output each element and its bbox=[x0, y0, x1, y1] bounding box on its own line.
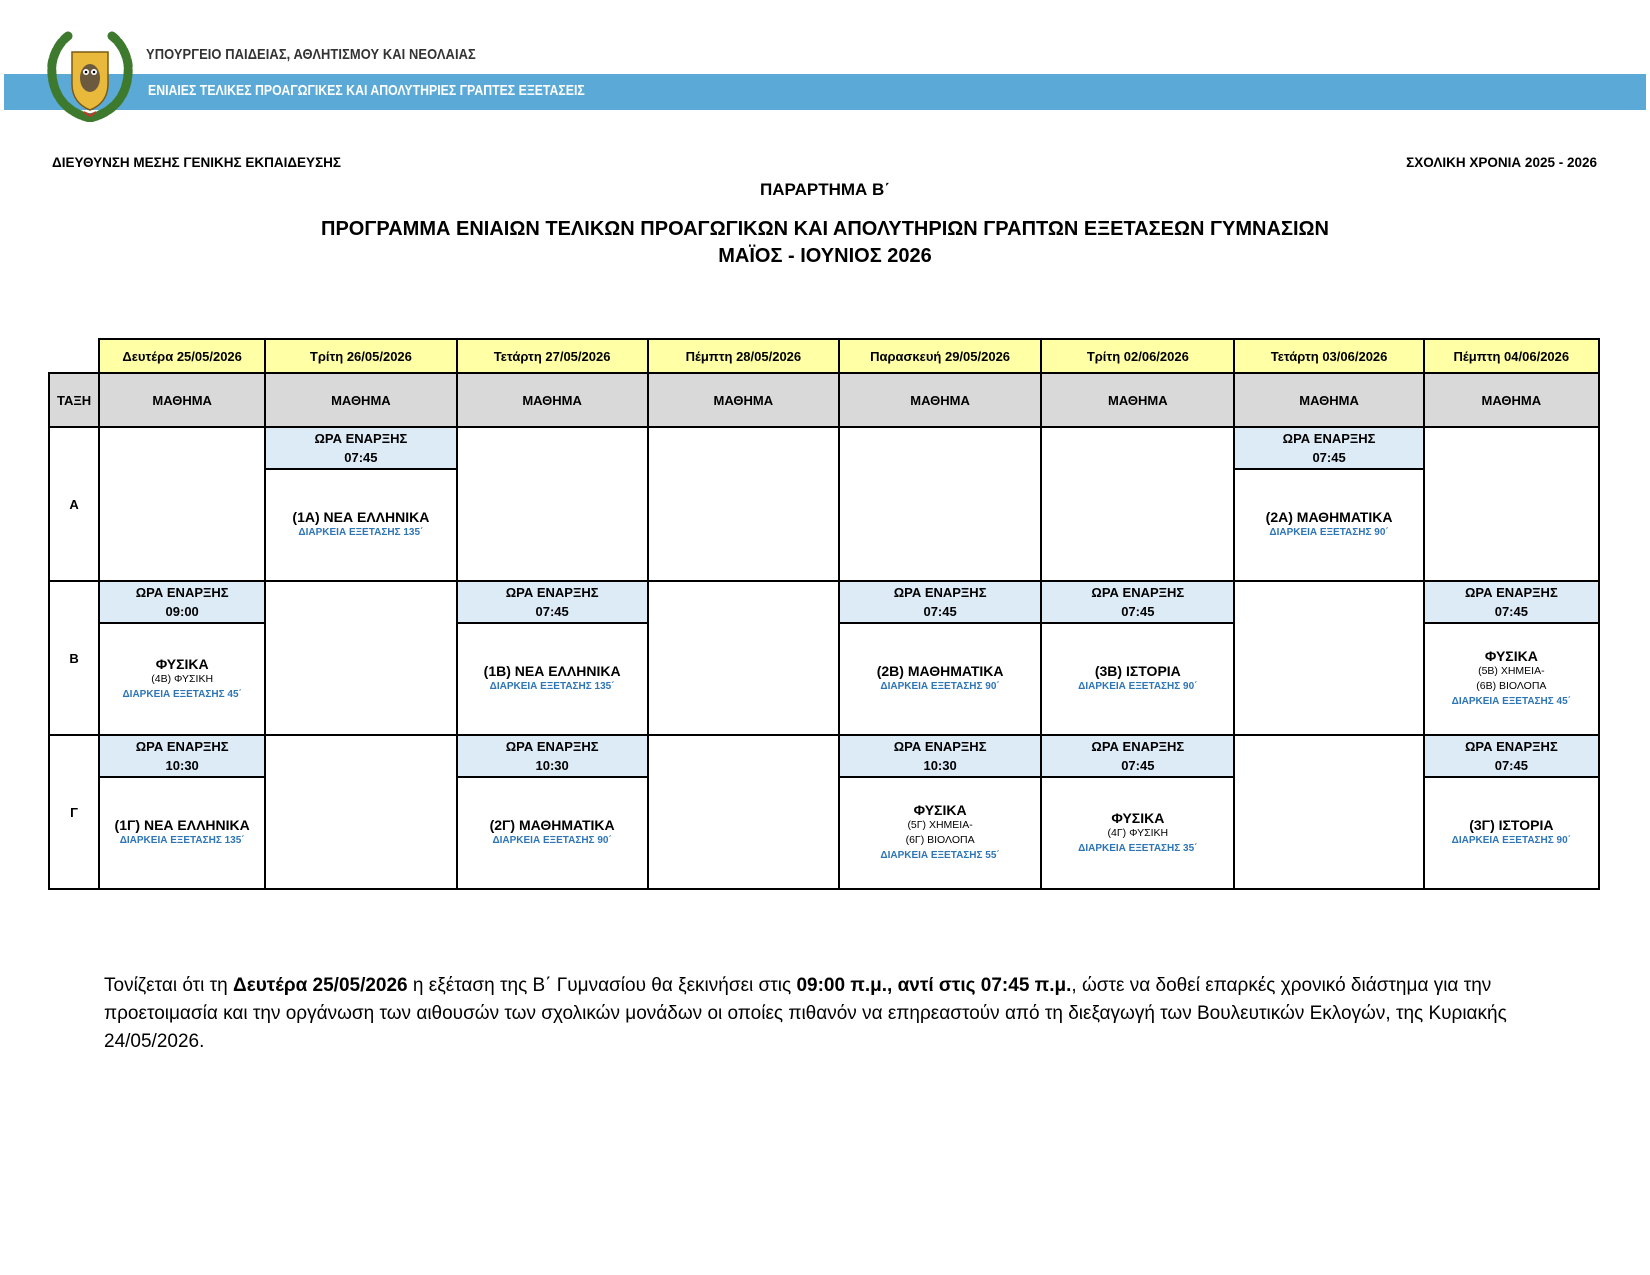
note-bold-time: 09:00 π.μ., αντί στις 07:45 π.μ. bbox=[796, 975, 1072, 996]
exam-subsubject: (6Β) ΒΙΟΛΟΠΑ bbox=[1476, 680, 1547, 692]
start-time-label: ΩΡΑ ΕΝΑΡΞΗΣ bbox=[1464, 739, 1558, 754]
exam-subject: (1Γ) ΝΕΑ ΕΛΛΗΝΙΚΑ bbox=[114, 817, 250, 833]
start-time-cell bbox=[99, 735, 265, 777]
exam-subject: (1Β) ΝΕΑ ΕΛΛΗΝΙΚΑ bbox=[483, 663, 621, 679]
exam-duration: ΔΙΑΡΚΕΙΑ ΕΞΕΤΑΣΗΣ 45΄ bbox=[1451, 696, 1572, 707]
exam-cell bbox=[1234, 469, 1423, 581]
exam-cell bbox=[265, 469, 456, 581]
subject-header: ΜΑΘΗΜΑ bbox=[1234, 373, 1423, 427]
exam-subject: (3Γ) ΙΣΤΟΡΙΑ bbox=[1469, 817, 1554, 833]
start-time-value: 07:45 bbox=[1494, 604, 1528, 619]
empty-cell bbox=[648, 427, 839, 581]
start-time-label: ΩΡΑ ΕΝΑΡΞΗΣ bbox=[893, 739, 987, 754]
exam-duration: ΔΙΑΡΚΕΙΑ ΕΞΕΤΑΣΗΣ 35΄ bbox=[1078, 842, 1198, 854]
exam-subsubject: (4Γ) ΦΥΣΙΚΗ bbox=[1107, 826, 1169, 839]
day-header: Τετάρτη 03/06/2026 bbox=[1234, 339, 1423, 373]
exam-duration: ΔΙΑΡΚΕΙΑ ΕΞΕΤΑΣΗΣ 135΄ bbox=[489, 681, 615, 692]
exam-subject: (2Α) ΜΑΘΗΜΑΤΙΚΑ bbox=[1265, 509, 1393, 525]
note-text: η εξέταση της Β΄ Γυμνασίου θα ξεκινήσει στις bbox=[407, 975, 797, 996]
exam-subject: (1Α) ΝΕΑ ΕΛΛΗΝΙΚΑ bbox=[292, 509, 430, 525]
exam-duration: ΔΙΑΡΚΕΙΑ ΕΞΕΤΑΣΗΣ 90΄ bbox=[1269, 527, 1389, 538]
exam-subject: ΦΥΣΙΚΑ bbox=[155, 655, 209, 672]
day-header: Τρίτη 26/05/2026 bbox=[265, 339, 456, 373]
department-name: ΔΙΕΥΘΥΝΣΗ ΜΕΣΗΣ ΓΕΝΙΚΗΣ ΕΚΠΑΙΔΕΥΣΗΣ bbox=[52, 155, 342, 170]
exam-cell bbox=[1041, 623, 1234, 735]
class-c-time-row bbox=[49, 735, 1599, 777]
exam-cell bbox=[1041, 777, 1234, 889]
start-time-value: 07:45 bbox=[535, 604, 569, 619]
exam-subject: ΦΥΣΙΚΑ bbox=[1111, 809, 1165, 826]
banner-title: ΕΝΙΑΙΕΣ ΤΕΛΙΚΕΣ ΠΡΟΑΓΩΓΙΚΕΣ ΚΑΙ ΑΠΟΛΥΤΗΡΙΕΣ ΓΡΑΠΤΕΣ ΕΞΕΤΑΣΕΙΣ bbox=[148, 82, 585, 99]
empty-cell bbox=[839, 427, 1041, 581]
exam-subject: ΦΥΣΙΚΑ bbox=[1484, 648, 1538, 664]
start-time-value: 07:45 bbox=[923, 604, 957, 619]
start-time-value: 07:45 bbox=[1312, 450, 1346, 465]
start-time-cell bbox=[1234, 427, 1423, 469]
exam-duration: ΔΙΑΡΚΕΙΑ ΕΞΕΤΑΣΗΣ 90΄ bbox=[1078, 681, 1198, 692]
schedule-note bbox=[104, 972, 1584, 1056]
start-time-cell bbox=[1424, 735, 1599, 777]
exam-duration: ΔΙΑΡΚΕΙΑ ΕΞΕΤΑΣΗΣ 135΄ bbox=[298, 527, 424, 538]
exam-subsubject: (4Β) ΦΥΣΙΚΗ bbox=[151, 672, 214, 685]
class-label: Γ bbox=[49, 735, 99, 889]
subject-header: ΜΑΘΗΜΑ bbox=[1424, 373, 1599, 427]
start-time-value: 07:45 bbox=[1121, 758, 1155, 773]
empty-cell bbox=[648, 581, 839, 735]
class-a-time-row bbox=[49, 427, 1599, 469]
start-time-cell bbox=[457, 581, 648, 623]
day-header: Τρίτη 02/06/2026 bbox=[1041, 339, 1234, 373]
class-b-time-row bbox=[49, 581, 1599, 623]
coat-of-arms-icon bbox=[44, 30, 136, 122]
exam-subject: ΦΥΣΙΚΑ bbox=[913, 802, 967, 818]
exam-duration: ΔΙΑΡΚΕΙΑ ΕΞΕΤΑΣΗΣ 135΄ bbox=[119, 835, 245, 846]
start-time-label: ΩΡΑ ΕΝΑΡΞΗΣ bbox=[1464, 585, 1558, 600]
exam-subsubject: (5Γ) ΧΗΜΕΙΑ- bbox=[907, 819, 973, 831]
subject-header: ΜΑΘΗΜΑ bbox=[265, 373, 456, 427]
empty-cell bbox=[648, 735, 839, 889]
annex-label: ΠΑΡΑΡΤΗΜΑ Β΄ bbox=[759, 180, 890, 199]
subject-header: ΜΑΘΗΜΑ bbox=[457, 373, 648, 427]
start-time-label: ΩΡΑ ΕΝΑΡΞΗΣ bbox=[135, 739, 229, 754]
empty-cell bbox=[457, 427, 648, 581]
start-time-value: 07:45 bbox=[1121, 604, 1155, 619]
empty-cell bbox=[1234, 581, 1423, 735]
start-time-label: ΩΡΑ ΕΝΑΡΞΗΣ bbox=[1091, 585, 1185, 600]
exam-duration: ΔΙΑΡΚΕΙΑ ΕΞΕΤΑΣΗΣ 90΄ bbox=[880, 681, 1000, 692]
day-header: Πέμπτη 04/06/2026 bbox=[1424, 339, 1599, 373]
empty-cell bbox=[1424, 427, 1599, 581]
start-time-label: ΩΡΑ ΕΝΑΡΞΗΣ bbox=[135, 585, 229, 600]
note-bold-date: Δευτέρα 25/05/2026 bbox=[233, 975, 408, 996]
exam-cell bbox=[99, 623, 265, 735]
start-time-cell bbox=[1424, 581, 1599, 623]
exam-duration: ΔΙΑΡΚΕΙΑ ΕΞΕΤΑΣΗΣ 90΄ bbox=[1451, 835, 1572, 846]
note-text: Τονίζεται ότι τη bbox=[104, 975, 234, 996]
start-time-cell bbox=[1041, 581, 1234, 623]
day-header: Πέμπτη 28/05/2026 bbox=[648, 339, 839, 373]
start-time-value: 10:30 bbox=[923, 758, 957, 773]
page-title: ΠΡΟΓΡΑΜΜΑ ΕΝΙΑΙΩΝ ΤΕΛΙΚΩΝ ΠΡΟΑΓΩΓΙΚΩΝ ΚΑΙ ΑΠΟΛΥΤΗΡΙΩΝ ΓΡΑΠΤΩΝ ΕΞΕΤΑΣΕΩΝ ΓΥΜΝΑΣΙΩΝ bbox=[321, 218, 1329, 240]
start-time-label: ΩΡΑ ΕΝΑΡΞΗΣ bbox=[1282, 431, 1376, 446]
subject-header: ΜΑΘΗΜΑ bbox=[1041, 373, 1234, 427]
class-header: ΤΑΞΗ bbox=[49, 373, 99, 427]
start-time-cell bbox=[457, 735, 648, 777]
start-time-value: 10:30 bbox=[535, 758, 569, 773]
exam-cell bbox=[99, 777, 265, 889]
exam-duration: ΔΙΑΡΚΕΙΑ ΕΞΕΤΑΣΗΣ 45΄ bbox=[122, 688, 242, 700]
exam-cell bbox=[457, 623, 648, 735]
empty-cell bbox=[1234, 735, 1423, 889]
exam-cell bbox=[1424, 777, 1599, 889]
note-text: , ώστε να δοθεί επαρκές χρονικό διάστημα για την προετοιμασία και την οργάνωση των αιθουσών των σχολικών μονάδων οι οποίες πιθανόν να επηρεαστούν από τη διεξαγωγή των Βουλευτικών Εκλογών, της Κυριακής 24/05/2026. bbox=[104, 975, 1507, 1052]
start-time-label: ΩΡΑ ΕΝΑΡΞΗΣ bbox=[893, 585, 987, 600]
exam-duration: ΔΙΑΡΚΕΙΑ ΕΞΕΤΑΣΗΣ 55΄ bbox=[880, 850, 1000, 861]
start-time-value: 07:45 bbox=[1494, 758, 1528, 773]
day-header-row bbox=[49, 339, 1599, 373]
empty-cell bbox=[265, 581, 456, 735]
empty-cell bbox=[1041, 427, 1234, 581]
school-year: ΣΧΟΛΙΚΗ ΧΡΟΝΙΑ 2025 - 2026 bbox=[1406, 155, 1597, 170]
exam-schedule-table bbox=[48, 338, 1600, 890]
exam-cell bbox=[839, 623, 1041, 735]
subject-header: ΜΑΘΗΜΑ bbox=[99, 373, 265, 427]
empty-cell bbox=[265, 735, 456, 889]
subject-header: ΜΑΘΗΜΑ bbox=[648, 373, 839, 427]
exam-cell bbox=[1424, 623, 1599, 735]
day-header: Τετάρτη 27/05/2026 bbox=[457, 339, 648, 373]
empty-corner bbox=[49, 339, 99, 373]
start-time-value: 09:00 bbox=[165, 604, 199, 619]
start-time-value: 07:45 bbox=[344, 450, 378, 465]
start-time-label: ΩΡΑ ΕΝΑΡΞΗΣ bbox=[1091, 739, 1185, 754]
start-time-label: ΩΡΑ ΕΝΑΡΞΗΣ bbox=[314, 431, 408, 446]
class-label: Β bbox=[49, 581, 99, 735]
exam-subject: (3Β) ΙΣΤΟΡΙΑ bbox=[1094, 663, 1181, 679]
start-time-cell bbox=[99, 581, 265, 623]
start-time-label: ΩΡΑ ΕΝΑΡΞΗΣ bbox=[505, 585, 599, 600]
start-time-cell bbox=[265, 427, 456, 469]
start-time-value: 10:30 bbox=[165, 758, 199, 773]
page-subtitle: ΜΑΪΟΣ - ΙΟΥΝΙΟΣ 2026 bbox=[718, 245, 932, 267]
exam-cell bbox=[457, 777, 648, 889]
day-header: Δευτέρα 25/05/2026 bbox=[99, 339, 265, 373]
subject-header-row bbox=[49, 373, 1599, 427]
day-header: Παρασκευή 29/05/2026 bbox=[839, 339, 1041, 373]
start-time-cell bbox=[1041, 735, 1234, 777]
exam-subject: (2Γ) ΜΑΘΗΜΑΤΙΚΑ bbox=[489, 817, 615, 833]
start-time-cell bbox=[839, 581, 1041, 623]
exam-subsubject: (5Β) ΧΗΜΕΙΑ- bbox=[1478, 665, 1545, 677]
start-time-label: ΩΡΑ ΕΝΑΡΞΗΣ bbox=[505, 739, 599, 754]
empty-cell bbox=[99, 427, 265, 581]
exam-cell bbox=[839, 777, 1041, 889]
ministry-name: ΥΠΟΥΡΓΕΙΟ ΠΑΙΔΕΙΑΣ, ΑΘΛΗΤΙΣΜΟΥ ΚΑΙ ΝΕΟΛΑΙΑΣ bbox=[146, 46, 476, 63]
exam-duration: ΔΙΑΡΚΕΙΑ ΕΞΕΤΑΣΗΣ 90΄ bbox=[492, 835, 612, 846]
class-label: Α bbox=[49, 427, 99, 581]
subject-header: ΜΑΘΗΜΑ bbox=[839, 373, 1041, 427]
exam-subject: (2Β) ΜΑΘΗΜΑΤΙΚΑ bbox=[876, 663, 1004, 679]
start-time-cell bbox=[839, 735, 1041, 777]
exam-subsubject: (6Γ) ΒΙΟΛΟΠΑ bbox=[905, 834, 975, 846]
